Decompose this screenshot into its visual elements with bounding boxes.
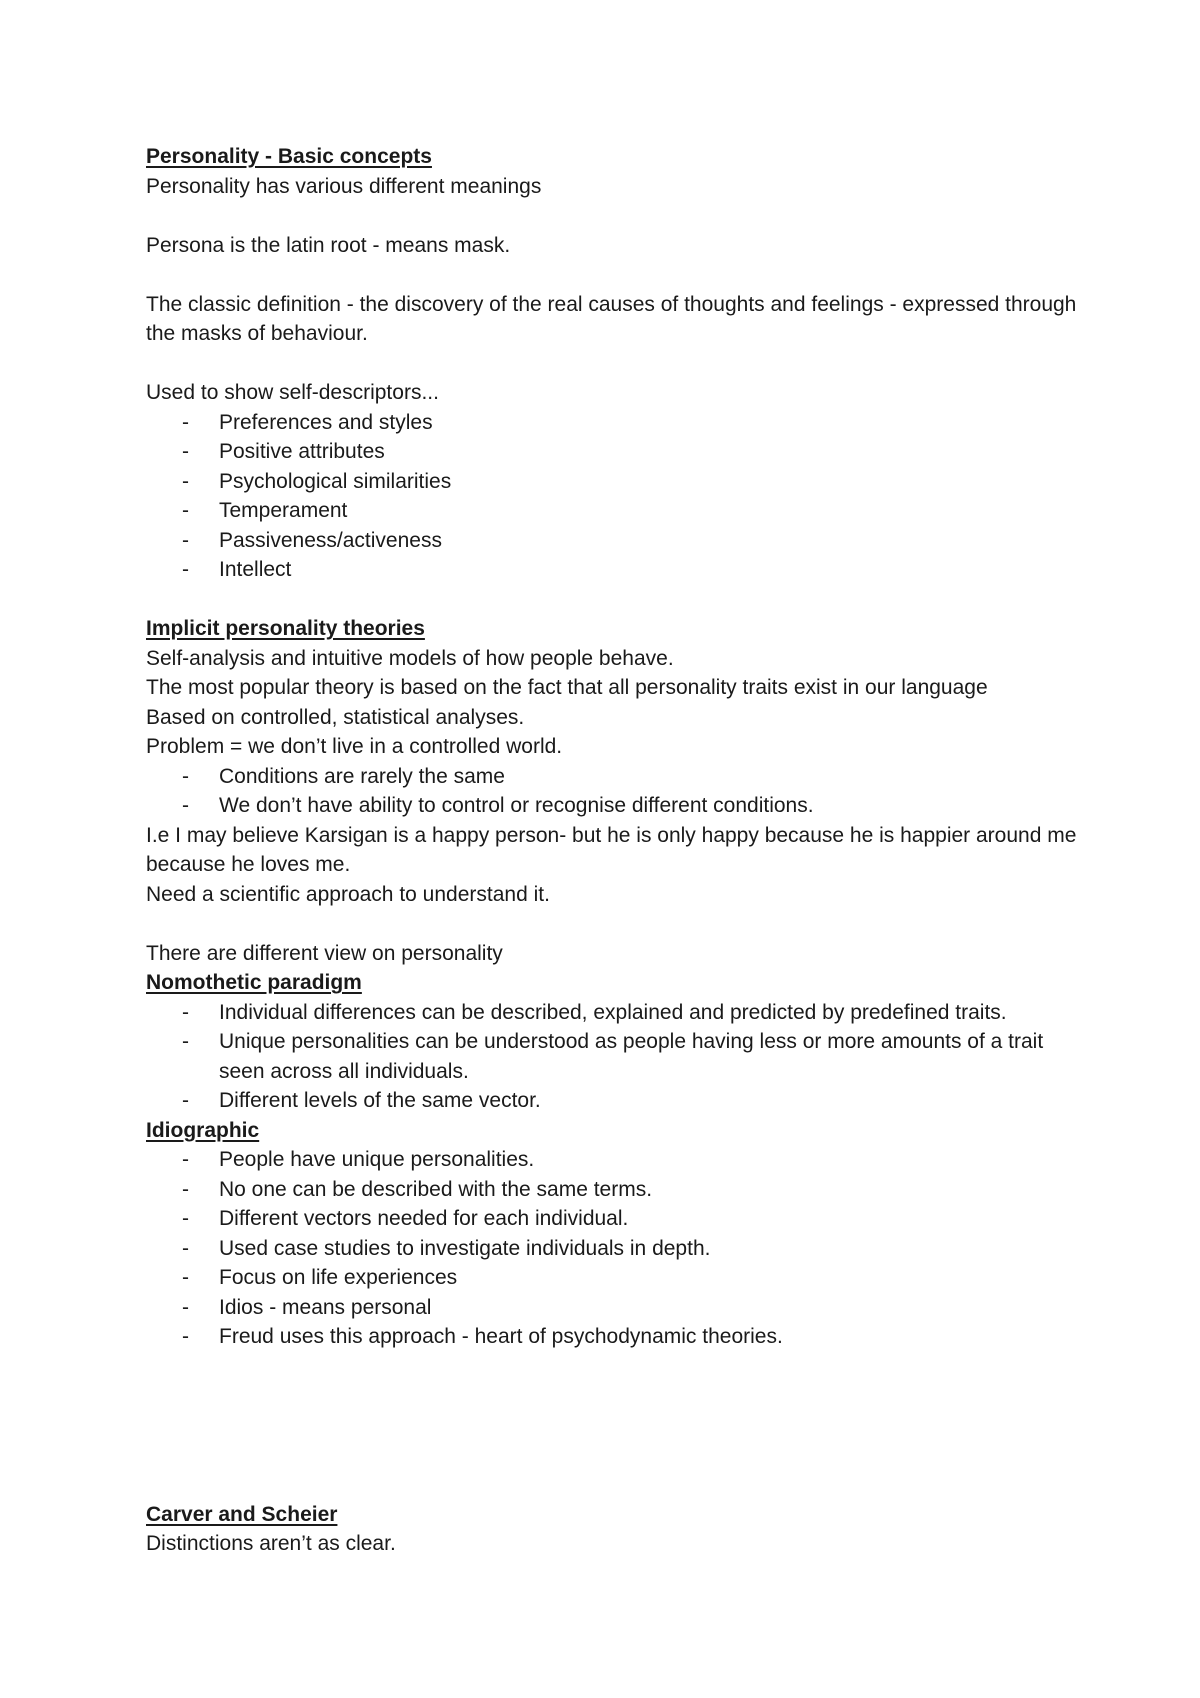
list-item-text: Unique personalities can be understood as people having less or more amounts of a trait seen across all individuals.: [219, 1030, 1044, 1083]
list-item-text: Focus on life experiences: [219, 1266, 458, 1289]
blank-line: [146, 201, 1086, 231]
list-item: [146, 1263, 1086, 1293]
paragraph: The classic definition - the discovery of the real causes of thoughts and feelings - expressed through the masks of behaviour.: [146, 292, 1077, 345]
blank-line: [146, 349, 1086, 379]
heading-personality-basic-concepts: Personality - Basic concepts: [146, 145, 432, 168]
list-item: [146, 1086, 1086, 1116]
list-item: [146, 467, 1086, 497]
list-item: [146, 1293, 1086, 1323]
bullet-dash: -: [182, 1325, 189, 1348]
blank-line: [146, 909, 1086, 939]
paragraph: Problem = we don’t live in a controlled world.: [146, 735, 563, 758]
list-item: [146, 1027, 1086, 1086]
bullet-dash: -: [182, 794, 189, 817]
list-item: [146, 1204, 1086, 1234]
blank-line: [146, 585, 1086, 615]
list-item-text: Preferences and styles: [219, 410, 433, 434]
bullet-dash: -: [182, 1000, 189, 1024]
list-item-text: Passiveness/activeness: [219, 528, 442, 552]
list-item: [146, 791, 1086, 821]
paragraph: Personality has various different meanings: [146, 174, 542, 198]
bullet-list-nomothetic: [146, 998, 1086, 1116]
bullet-dash: -: [182, 1236, 189, 1260]
list-item-text: Used case studies to investigate individuals in depth.: [219, 1236, 711, 1260]
list-item-text: Idios - means personal: [219, 1295, 432, 1319]
list-item-text: Individual differences can be described, explained and predicted by predefined traits.: [219, 1000, 1007, 1024]
list-item-text: Different levels of the same vector.: [219, 1089, 541, 1112]
list-item-text: Different vectors needed for each individual.: [219, 1207, 629, 1230]
list-item: [146, 408, 1086, 438]
bullet-dash: -: [182, 440, 189, 463]
paragraph: Based on controlled, statistical analyses.: [146, 705, 525, 729]
list-item-text: Conditions are rarely the same: [219, 764, 505, 788]
bullet-dash: -: [182, 410, 189, 434]
bullet-dash: -: [182, 499, 189, 522]
list-item: [146, 1234, 1086, 1264]
bullet-dash: -: [182, 1177, 189, 1201]
bullet-dash: -: [182, 1295, 189, 1319]
heading-idiographic: Idiographic: [146, 1118, 260, 1142]
heading-implicit-personality-theories: Implicit personality theories: [146, 617, 425, 640]
paragraph: I.e I may believe Karsigan is a happy person- but he is only happy because he is happier around me because he loves me.: [146, 823, 1077, 876]
list-item: [146, 526, 1086, 556]
paragraph: There are different view on personality: [146, 941, 503, 965]
bullet-list-conditions: [146, 762, 1086, 821]
bullet-dash: -: [182, 528, 189, 552]
list-item: [146, 1322, 1086, 1352]
list-item-text: Intellect: [219, 558, 292, 581]
list-item: [146, 762, 1086, 792]
list-item-text: No one can be described with the same terms.: [219, 1177, 653, 1201]
list-item-text: Positive attributes: [219, 440, 385, 463]
bullet-dash: -: [182, 1030, 189, 1053]
paragraph: Distinctions aren’t as clear.: [146, 1532, 396, 1555]
list-item: [146, 437, 1086, 467]
bullet-dash: -: [182, 469, 189, 493]
blank-line: [146, 260, 1086, 290]
heading-carver-and-scheier: Carver and Scheier: [146, 1502, 338, 1526]
list-item-text: Freud uses this approach - heart of psychodynamic theories.: [219, 1325, 783, 1348]
list-item: [146, 496, 1086, 526]
bullet-dash: -: [182, 1207, 189, 1230]
paragraph: Used to show self-descriptors...: [146, 381, 439, 404]
list-item-text: Psychological similarities: [219, 469, 452, 493]
list-item: [146, 998, 1086, 1028]
bullet-dash: -: [182, 558, 189, 581]
bullet-dash: -: [182, 1148, 189, 1171]
bullet-dash: -: [182, 1089, 189, 1112]
list-item: [146, 555, 1086, 585]
list-item-text: We don’t have ability to control or recognise different conditions.: [219, 794, 814, 817]
paragraph: The most popular theory is based on the fact that all personality traits exist in our language: [146, 676, 988, 699]
paragraph: Self-analysis and intuitive models of how people behave.: [146, 646, 674, 670]
list-item-text: Temperament: [219, 499, 348, 522]
bullet-list-self-descriptors: [146, 408, 1086, 585]
paragraph: Need a scientific approach to understand it.: [146, 882, 550, 906]
heading-nomothetic-paradigm: Nomothetic paradigm: [146, 971, 362, 994]
paragraph: Persona is the latin root - means mask.: [146, 233, 511, 257]
bullet-dash: -: [182, 764, 189, 788]
list-item-text: People have unique personalities.: [219, 1148, 535, 1171]
document-body: [146, 142, 1086, 1559]
bullet-dash: -: [182, 1266, 189, 1289]
list-item: [146, 1145, 1086, 1175]
list-item: [146, 1175, 1086, 1205]
bullet-list-idiographic: [146, 1145, 1086, 1352]
page-gap: [146, 1352, 1086, 1500]
